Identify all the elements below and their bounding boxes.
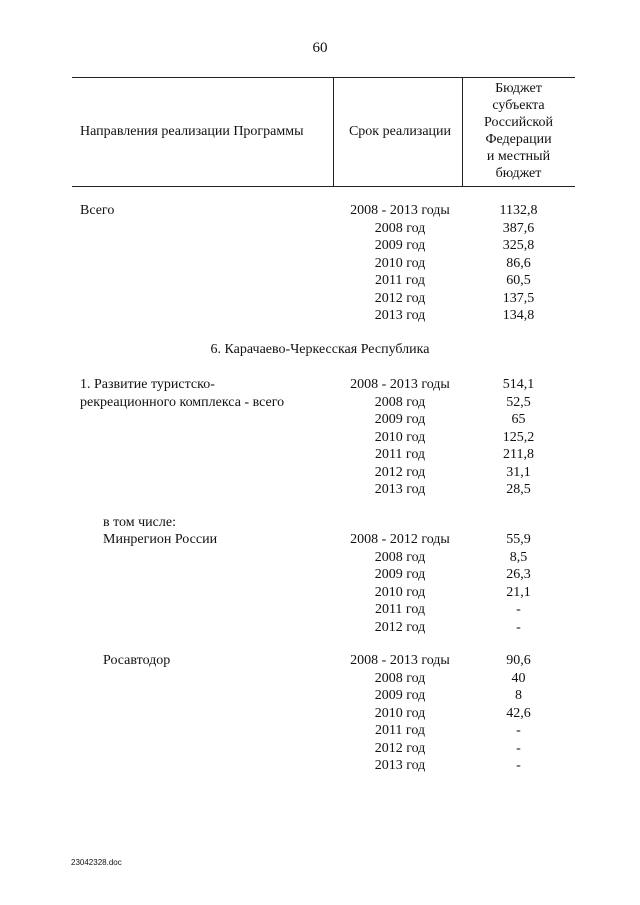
- period-cell: 2009 год: [374, 238, 426, 253]
- table-row: [0, 394, 640, 411]
- budget-cell: -: [516, 758, 521, 773]
- table-row: [0, 670, 640, 687]
- period-cell: 2012 год: [374, 619, 426, 635]
- including-label: в том числе:: [103, 515, 176, 530]
- document-file-reference: 23042328.doc: [71, 858, 122, 867]
- budget-cell: 28,5: [506, 482, 531, 497]
- table-row: [0, 290, 640, 307]
- table-top-rule: [72, 77, 575, 78]
- period-cell: 2013 год: [374, 758, 426, 773]
- budget-cell: 31,1: [506, 464, 531, 480]
- table-row: [0, 429, 640, 446]
- header-period: Срок реализации: [348, 124, 452, 139]
- table-row: [0, 757, 640, 774]
- budget-cell: 42,6: [506, 705, 531, 721]
- period-cell: 2011 год: [374, 602, 426, 617]
- table-row: [0, 531, 640, 548]
- item1-label-line1: 1. Развитие туристско-: [80, 377, 215, 392]
- table-row: [0, 464, 640, 481]
- including-row: [0, 514, 640, 531]
- budget-cell: -: [516, 723, 521, 738]
- budget-cell: 55,9: [506, 532, 531, 547]
- header-budget: Бюджет субъекта Российской Федерации и местный бюджет: [484, 81, 553, 181]
- item1-label-line2: рекреационного комплекса - всего: [80, 394, 285, 410]
- period-cell: 2012 год: [374, 740, 426, 756]
- period-cell: 2012 год: [374, 464, 426, 480]
- period-cell: 2011 год: [374, 447, 426, 462]
- period-cell: 2008 год: [374, 220, 426, 236]
- budget-cell: 40: [511, 670, 526, 686]
- period-cell: 2010 год: [374, 705, 426, 721]
- period-cell: 2010 год: [374, 584, 426, 600]
- table-row: [0, 255, 640, 272]
- table-row: [0, 652, 640, 669]
- period-cell: 2008 год: [374, 549, 426, 565]
- budget-cell: 60,5: [506, 273, 531, 288]
- period-cell: 2008 год: [374, 670, 426, 686]
- period-cell: 2008 - 2013 годы: [350, 203, 450, 218]
- table-row: [0, 481, 640, 498]
- period-cell: 2009 год: [374, 688, 426, 703]
- table-row: [0, 549, 640, 566]
- budget-cell: 125,2: [502, 429, 535, 445]
- header-direction: Направления реализации Программы: [80, 124, 304, 139]
- budget-cell: 134,8: [502, 308, 535, 323]
- table-column-divider-1: [333, 78, 334, 186]
- budget-cell: 90,6: [506, 653, 531, 668]
- budget-cell: 86,6: [506, 255, 531, 271]
- budget-cell: 211,8: [503, 447, 534, 462]
- table-row: [0, 376, 640, 393]
- budget-cell: 8,5: [509, 549, 528, 565]
- period-cell: 2008 - 2013 годы: [350, 377, 450, 392]
- budget-cell: 65: [511, 412, 526, 427]
- table-row: [0, 740, 640, 757]
- period-cell: 2008 год: [374, 394, 426, 410]
- budget-cell: 52,5: [506, 394, 531, 410]
- budget-cell: -: [516, 602, 521, 617]
- table-row: [0, 307, 640, 324]
- budget-cell: 8: [515, 688, 522, 703]
- budget-cell: 325,8: [502, 238, 535, 253]
- table-header-bottom-rule: [72, 186, 575, 187]
- table-row: [0, 705, 640, 722]
- table-row: [0, 272, 640, 289]
- budget-cell: 387,6: [502, 220, 535, 236]
- table-row: [0, 566, 640, 583]
- section-title: 6. Карачаево-Черкесская Республика: [210, 342, 430, 357]
- table-row: [0, 619, 640, 636]
- period-cell: 2011 год: [374, 273, 426, 288]
- budget-cell: 26,3: [506, 567, 531, 582]
- table-row: [0, 601, 640, 618]
- budget-cell: -: [516, 619, 521, 635]
- period-cell: 2009 год: [374, 412, 426, 427]
- budget-cell: 1132,8: [499, 203, 538, 218]
- table-row: [0, 220, 640, 237]
- budget-cell: 514,1: [502, 377, 535, 392]
- table-row: [0, 687, 640, 704]
- table-row: [0, 202, 640, 219]
- total-label: Всего: [80, 203, 115, 218]
- period-cell: 2008 - 2013 годы: [350, 653, 450, 668]
- table-row: [0, 722, 640, 739]
- period-cell: 2013 год: [374, 308, 426, 323]
- table-row: [0, 584, 640, 601]
- page-number: 60: [312, 40, 328, 56]
- table-row: [0, 411, 640, 428]
- period-cell: 2012 год: [374, 290, 426, 306]
- period-cell: 2009 год: [374, 567, 426, 582]
- period-cell: 2010 год: [374, 255, 426, 271]
- table-row: [0, 237, 640, 254]
- period-cell: 2010 год: [374, 429, 426, 445]
- budget-cell: 137,5: [502, 290, 535, 306]
- period-cell: 2008 - 2012 годы: [350, 532, 450, 547]
- period-cell: 2013 год: [374, 482, 426, 497]
- budget-cell: 21,1: [506, 584, 531, 600]
- rosavtodor-label: Росавтодор: [103, 653, 171, 668]
- budget-cell: -: [516, 740, 521, 756]
- table-row: [0, 446, 640, 463]
- period-cell: 2011 год: [374, 723, 426, 738]
- minregion-label: Минрегион России: [103, 532, 218, 547]
